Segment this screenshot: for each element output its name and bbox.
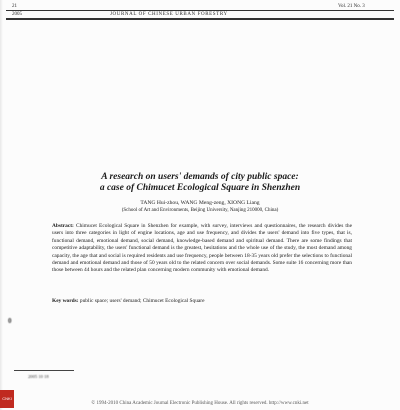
header-journal-name-en: JOURNAL OF CHINESE URBAN FORESTRY [110,12,228,17]
english-title-line-2: a case of Chimucet Ecological Square in Shenzhen [99,183,301,193]
cnki-side-tag: CNKI [0,390,14,408]
english-title-line-1: A research on users' demands of city public space: [101,172,299,182]
abstract-label: Abstract: [52,223,74,229]
section-heading: 0 [8,317,12,325]
english-authors: TANG Hui-zhou, WANG Meng-zeng, XIONG Liang [140,200,260,206]
header-year-left: 2005 [12,12,22,17]
footnote-rule [14,370,74,371]
header-rule-top [6,10,394,11]
header-rule-bottom [6,18,394,20]
keywords-label: Key words: [52,298,79,304]
abstract-text: Chimucet Ecological Square in Shenzhen for example, with survey, interviews and questionnaires, the research divides the users into three categories in light of engine locations, age and use frequency, and divides the users' demand into five types, that is, functional demand, emotional demand, social demand, knowledge-based demand and spiritual demand. There are some findings that competitive adaptability, the users' functional demand is the greatest, hesitations and the whole use of the study, the most demand among capacity, the age that and social is required residents and use frequency, people between 18-35 years old prefer the selections to functional demand and emotional demand and those of 50 years old to the related concern over social demands. Some suite 16 concerning more than those between 44 hours and the related plan concerning modern community with emotional demand. [52,223,352,274]
english-keywords [52,298,352,305]
header-volume: 21 [12,4,17,9]
english-abstract [52,223,352,275]
header-volume-number: Vol. 21 No. 3 [338,4,365,9]
keywords-text: public space; users' demand; Chimucet Ecological Square [79,298,205,304]
footnote-date: 2005 10 18 [28,374,49,379]
copyright-line: © 1994-2010 China Academic Journal Electronic Publishing House. All rights reserved. http://www.cnki.net [91,401,309,406]
english-affiliation: (School of Art and Environments, Beijing University, Nanjing 210000, China) [121,208,279,213]
